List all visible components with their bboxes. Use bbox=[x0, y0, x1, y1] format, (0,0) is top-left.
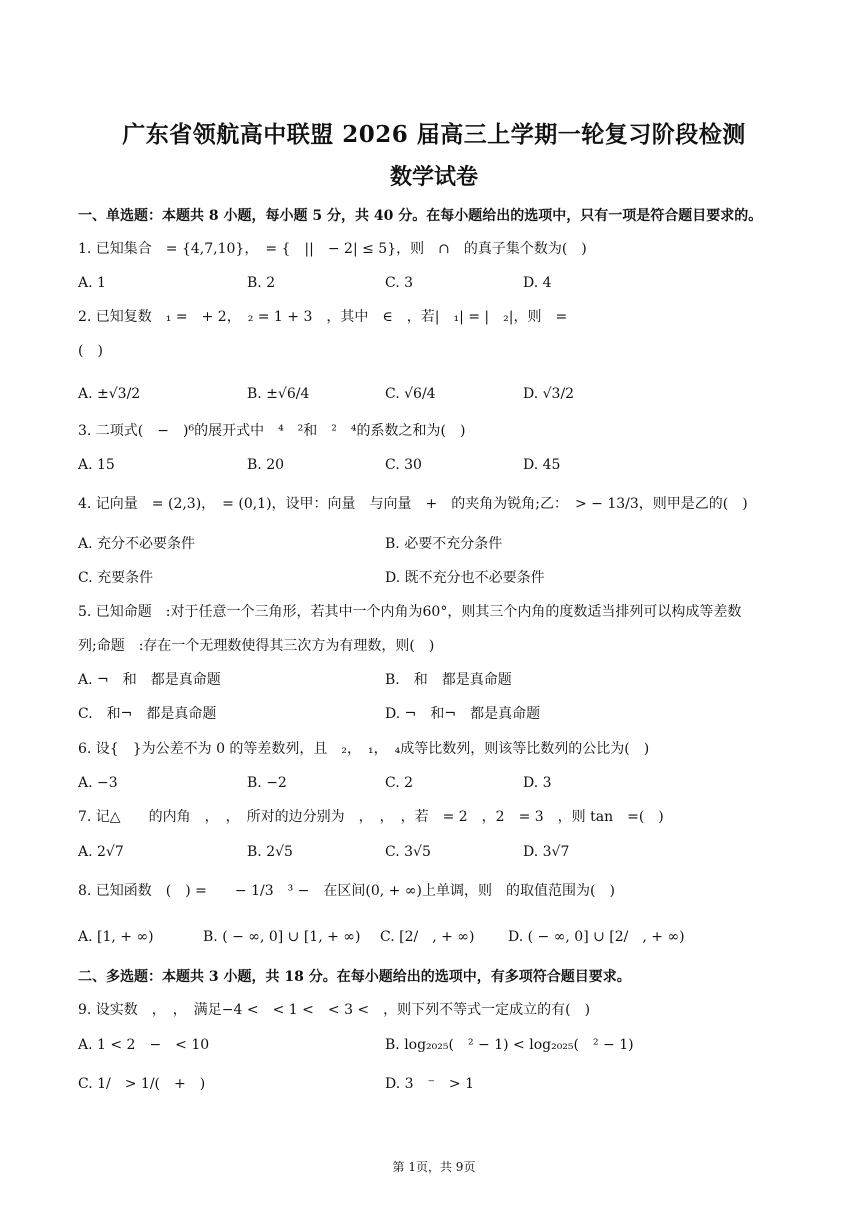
question-6-option-d: D. 3 bbox=[523, 775, 552, 791]
question-6-option-a: A. −3 bbox=[78, 775, 118, 791]
question-6-option-b: B. −2 bbox=[247, 775, 287, 791]
question-6-stem: 6. 设{ }为公差不为 0 的等差数列，且 ₂， ₁， ₄成等比数列，则该等比数列的公比为( ) bbox=[78, 741, 650, 757]
question-2-option-b: B. ±√6/4 bbox=[247, 386, 310, 402]
question-6-option-c: C. 2 bbox=[385, 775, 414, 791]
question-8-option-b: B. ( − ∞, 0] ∪ [1, + ∞) bbox=[203, 929, 361, 945]
question-9-option-a: A. 1 < 2 − < 10 bbox=[78, 1037, 210, 1053]
question-4-option-b: B. 必要不充分条件 bbox=[385, 536, 503, 552]
section-heading-multiple-choice: 二、多选题：本题共 3 小题，共 18 分。在每小题给出的选项中，有多项符合题目要求。 bbox=[78, 969, 631, 985]
section-heading-single-choice: 一、单选题：本题共 8 小题，每小题 5 分，共 40 分。在每小题给出的选项中，只有一项是符合题目要求的。 bbox=[78, 208, 763, 224]
question-5-option-d: D. ¬ 和¬ 都是真命题 bbox=[385, 706, 541, 722]
question-1-option-a: A. 1 bbox=[78, 275, 106, 291]
question-9-stem: 9. 设实数 ， ， 满足−4 < < 1 < < 3 < ，则下列不等式一定成立的有( ) bbox=[78, 1002, 591, 1018]
question-5-stem-cont: 列;命题 :存在一个无理数使得其三次方为有理数，则( ) bbox=[78, 638, 435, 654]
question-3-option-c: C. 30 bbox=[385, 457, 422, 473]
page-subtitle: 数学试卷 bbox=[389, 164, 478, 190]
page-title: 广东省领航高中联盟 2026 届高三上学期一轮复习阶段检测 bbox=[122, 121, 746, 148]
question-7-option-d: D. 3√7 bbox=[523, 844, 570, 860]
question-8-option-a: A. [1, + ∞) bbox=[78, 929, 154, 945]
question-7-option-b: B. 2√5 bbox=[247, 844, 293, 860]
question-8-stem: 8. 已知函数 ( ) = − 1/3 ³ − 在区间(0, + ∞)上单调，则 的取值范围为( ) bbox=[78, 883, 615, 899]
question-4-option-d: D. 既不充分也不必要条件 bbox=[385, 570, 545, 586]
question-9-option-d: D. 3 ⁻ > 1 bbox=[385, 1076, 475, 1092]
question-3-stem: 3. 二项式( − )⁶的展开式中 ⁴ ²和 ² ⁴的系数之和为( ) bbox=[78, 423, 466, 439]
question-5-option-b: B. 和 都是真命题 bbox=[385, 672, 512, 688]
question-8-option-c: C. [2/ , + ∞) bbox=[380, 929, 475, 945]
question-1-option-b: B. 2 bbox=[247, 275, 276, 291]
question-1-option-c: C. 3 bbox=[385, 275, 414, 291]
question-2-option-c: C. √6/4 bbox=[385, 386, 436, 402]
question-4-stem: 4. 记向量 = (2,3)， = (0,1)，设甲：向量 与向量 + 的夹角为锐角;乙： > − 13/3，则甲是乙的( ) bbox=[78, 496, 748, 512]
question-9-option-b: B. log₂₀₂₅( ² − 1) < log₂₀₂₅( ² − 1) bbox=[385, 1037, 634, 1053]
question-4-option-a: A. 充分不必要条件 bbox=[78, 536, 196, 552]
question-2-option-a: A. ±√3/2 bbox=[78, 386, 141, 402]
question-5-stem: 5. 已知命题 :对于任意一个三角形，若其中一个内角为60°，则其三个内角的度数适当排列可以构成等差数 bbox=[78, 604, 742, 620]
question-2-option-d: D. √3/2 bbox=[523, 386, 575, 402]
question-3-option-a: A. 15 bbox=[78, 457, 115, 473]
question-5-option-a: A. ¬ 和 都是真命题 bbox=[78, 672, 221, 688]
question-2-stem-cont: ( ) bbox=[78, 343, 103, 359]
question-4-option-c: C. 充要条件 bbox=[78, 570, 154, 586]
question-1-option-d: D. 4 bbox=[523, 275, 552, 291]
question-3-option-d: D. 45 bbox=[523, 457, 561, 473]
question-8-option-d: D. ( − ∞, 0] ∪ [2/ , + ∞) bbox=[508, 929, 685, 945]
page-footer: 第 1页，共 9页 bbox=[392, 1160, 476, 1174]
question-7-option-c: C. 3√5 bbox=[385, 844, 431, 860]
question-7-option-a: A. 2√7 bbox=[78, 844, 124, 860]
question-7-stem: 7. 记△ 的内角 ， ， 所对的边分别为 ， ， ，若 = 2 ，2 = 3 ，则 tan =( ) bbox=[78, 809, 664, 825]
question-2-stem: 2. 已知复数 ₁ = + 2， ₂ = 1 + 3 ，其中 ∈ ，若| ₁| = | ₂|，则 = bbox=[78, 309, 568, 325]
question-3-option-b: B. 20 bbox=[247, 457, 285, 473]
question-9-option-c: C. 1/ > 1/( + ) bbox=[78, 1076, 206, 1092]
question-5-option-c: C. 和¬ 都是真命题 bbox=[78, 706, 217, 722]
question-1-stem: 1. 已知集合 = {4,7,10}， = { || − 2| ≤ 5}，则 ∩ 的真子集个数为( ) bbox=[78, 241, 587, 257]
